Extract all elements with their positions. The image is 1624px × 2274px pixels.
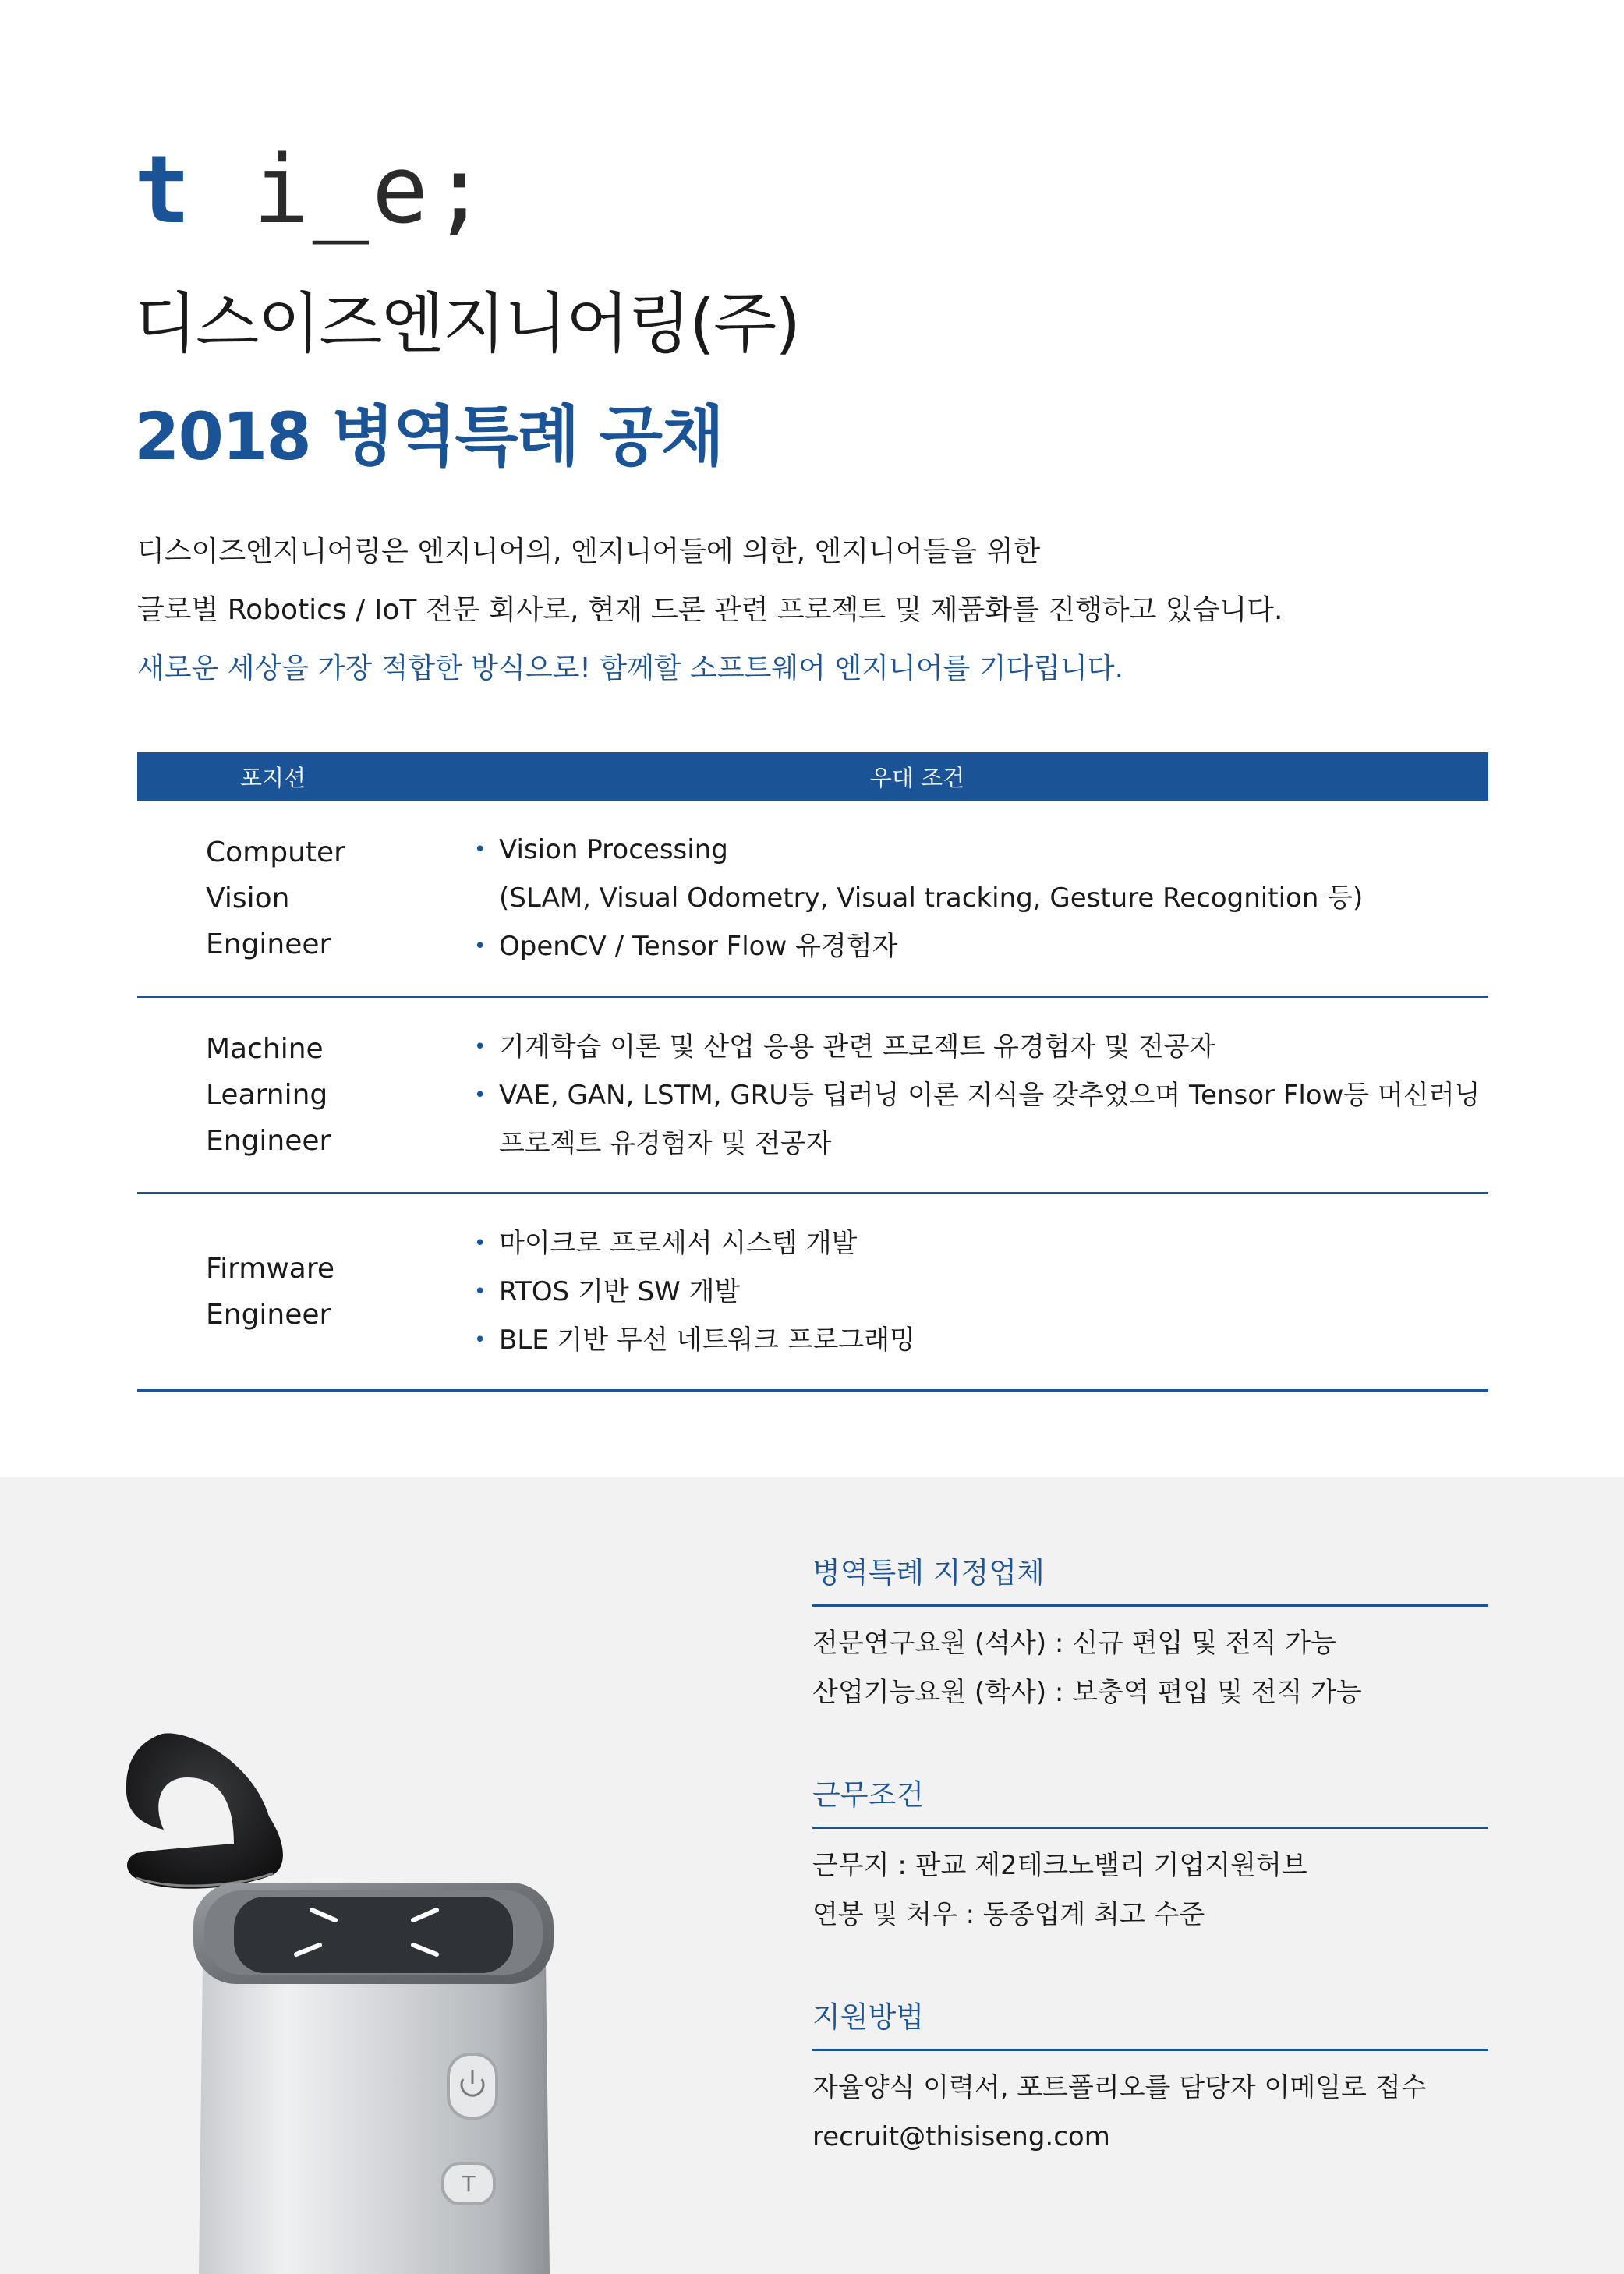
position-line: Vision [206,882,290,914]
position-line: Engineer [206,1299,331,1331]
conditions-cell [465,1194,1488,1389]
wearable-band [126,1733,283,1888]
table-header [137,752,1488,801]
section-line: 산업기능요원 (학사) : 보충역 편입 및 전직 가능 [812,1677,1362,1708]
conditions-cell [465,998,1488,1192]
list-item [471,1316,1488,1364]
bullet-icon: • [474,1034,486,1059]
intro-text [137,522,1478,698]
section-line: 자율양식 이력서, 포트폴리오를 담당자 이메일로 접수 [812,2072,1427,2103]
contact-email: recruit@thisiseng.com [812,2121,1110,2152]
table-row [137,998,1488,1194]
position-line: Engineer [206,928,331,960]
list-item [471,1268,1488,1316]
position-cell [137,1194,465,1389]
condition-text: OpenCV / Tensor Flow 유경험자 [499,931,898,962]
condition-text: BLE 기반 무선 네트워크 프로그래밍 [499,1324,915,1356]
position-line: Computer [206,836,345,868]
position-cell [137,801,465,996]
section-designation [812,1551,1488,1717]
positions-table [137,752,1488,1392]
bullet-icon: • [474,838,486,861]
section-title: 지원방법 [812,1996,1488,2051]
header-conditions: 우대 조건 [869,764,965,791]
t-button-label: T [462,2171,476,2197]
intro-line-2: 글로벌 Robotics / IoT 전문 회사로, 현재 드론 관련 프로젝트 및 제품화를 진행하고 있습니다. [137,594,1283,626]
power-icon [448,2054,497,2118]
section-line: 연봉 및 처우 : 동종업계 최고 수준 [812,1899,1205,1930]
position-line: Machine [206,1033,324,1065]
section-title: 병역특례 지정업체 [812,1551,1488,1607]
position-line: Learning [206,1079,328,1111]
condition-text: Vision Processing [499,834,728,865]
bullet-icon: • [474,1083,486,1107]
list-item [471,1071,1488,1168]
bullet-icon: • [474,1232,486,1255]
bullet-icon: • [474,935,486,958]
position-cell [137,998,465,1192]
intro-line-1: 디스이즈엔지니어링은 엔지니어의, 엔지니어들에 의한, 엔지니어들을 위한 [137,536,1041,568]
section-apply [812,1996,1488,2162]
bullet-icon: • [474,1280,486,1303]
t-button-icon [443,2163,494,2204]
logo-rest: i_e; [193,136,491,245]
section-line: 전문연구요원 (석사) : 신규 편입 및 전직 가능 [812,1628,1336,1659]
section-line: 근무지 : 판교 제2테크노밸리 기업지원허브 [812,1850,1307,1881]
info-panel [0,1477,1624,2274]
list-item [471,922,1488,971]
section-working [812,1774,1488,1940]
conditions-cell [465,801,1488,996]
condition-text: RTOS 기반 SW 개발 [499,1276,741,1307]
headline: 2018 병역특례 공채 [134,398,724,475]
list-item [471,1219,1488,1268]
device-body [193,1883,554,2274]
position-line: Firmware [206,1253,334,1285]
section-title: 근무조건 [812,1774,1488,1829]
condition-text: (SLAM, Visual Odometry, Visual tracking, Gesture Recognition 등) [499,882,1364,914]
condition-text: VAE, GAN, LSTM, GRU등 딥러닝 이론 지식을 갖추었으며 Tensor Flow등 머신러닝 [499,1079,1481,1111]
bullet-icon: • [474,1328,486,1352]
brand-logo [134,136,491,245]
product-image [0,1477,702,2274]
list-item [471,826,1488,922]
table-row [137,801,1488,998]
company-name: 디스이즈엔지니어링(주) [134,285,799,362]
table-row [137,1194,1488,1392]
header-position: 포지션 [239,764,306,791]
intro-line-3: 새로운 세상을 가장 적합한 방식으로! 함께할 소프트웨어 엔지니어를 기다립니다. [137,652,1124,684]
condition-text: 프로젝트 유경험자 및 전공자 [499,1127,832,1159]
condition-text: 기계학습 이론 및 산업 응용 관련 프로젝트 유경험자 및 전공자 [499,1031,1215,1063]
condition-text: 마이크로 프로세서 시스템 개발 [499,1228,858,1259]
position-line: Engineer [206,1125,331,1157]
list-item [471,1023,1488,1071]
logo-t: t [134,136,194,245]
